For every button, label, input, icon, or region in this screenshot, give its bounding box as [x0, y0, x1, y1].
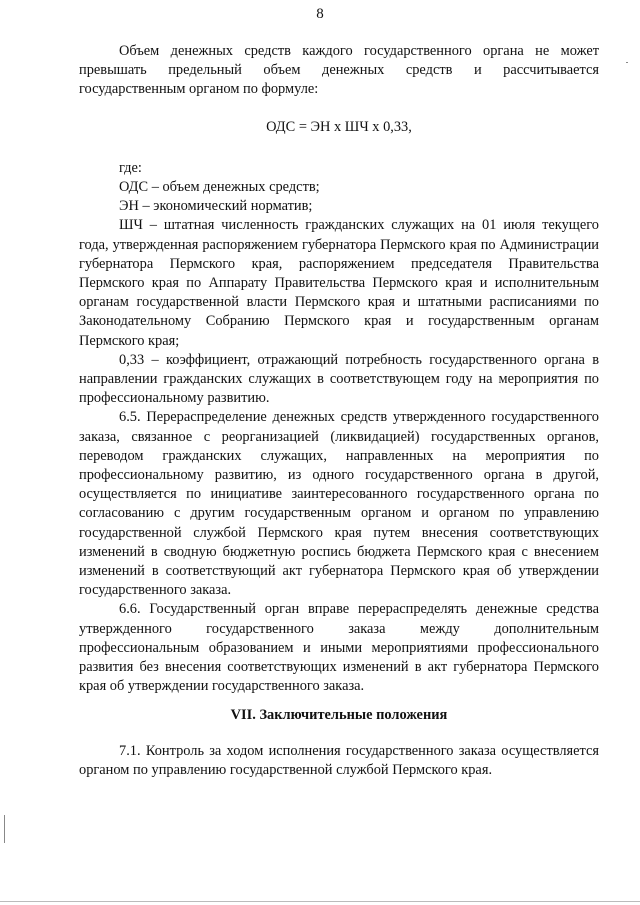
page-number: 8 — [316, 6, 324, 22]
scan-edge-mark — [4, 815, 5, 843]
definition-coefficient: 0,33 – коэффициент, отражающий потребность государственного органа в направлении гражданских служащих в соответствующем году на мероприятия по профессиональному развитию. — [79, 351, 599, 407]
definition-shch: ШЧ – штатная численность гражданских служащих на 01 июля текущего года, утвержденная распоряжением губернатора Пермского края по Администрации губернатора Пермского края, распоряжением председателя Правительства Пермского края по Аппарату Правительства Пермского края и исполнительным органам государственной власти Пермского края и штатными расписаниями по Законодательному Собранию Пермского края и государственным органам Пермского края; — [79, 217, 599, 349]
definition-en: ЭН – экономический норматив; — [119, 198, 313, 215]
scan-edge-mark — [626, 62, 628, 63]
paragraph-volume-limit: Объем денежных средств каждого государственного органа не может превышать предельный объем денежных средств и рассчитывается государственным органом по формуле: — [79, 43, 599, 98]
definition-ods: ОДС – объем денежных средств; — [119, 179, 320, 196]
scan-bottom-edge — [0, 901, 640, 902]
document-body — [79, 42, 599, 780]
paragraph-6-5: 6.5. Перераспределение денежных средств утвержденного государственного заказа, связанное с реорганизацией (ликвидацией) государственных органов, переводом гражданских служащих, направленных на мероприятия по профессиональному развитию, из одного государственного органа в другой, осуществляется по инициативе заинтересованного государственного органа по согласованию с другим государственным органом и органом по управлению государственной службой Пермского края путем внесения соответствующих изменений в сводную бюджетную роспись бюджета Пермского края с внесением изменений в соответствующий акт губернатора Пермского края об утверждении государственного заказа. — [79, 409, 599, 599]
paragraph-7-1: 7.1. Контроль за ходом исполнения государственного заказа осуществляется органом по управлению государственной службой Пермского края. — [79, 742, 599, 778]
formula: ОДС = ЭН х ШЧ х 0,33, — [266, 118, 412, 135]
paragraph-6-6: 6.6. Государственный орган вправе перераспределять денежные средства утвержденного государственного заказа между дополнительным профессиональным образованием и иными мероприятиями профессионального развития без внесения соответствующих изменений в акт губернатора Пермского края об утверждении государственного заказа. — [79, 601, 599, 695]
section-heading: VII. Заключительные положения — [230, 706, 448, 723]
where-label: где: — [119, 159, 142, 176]
